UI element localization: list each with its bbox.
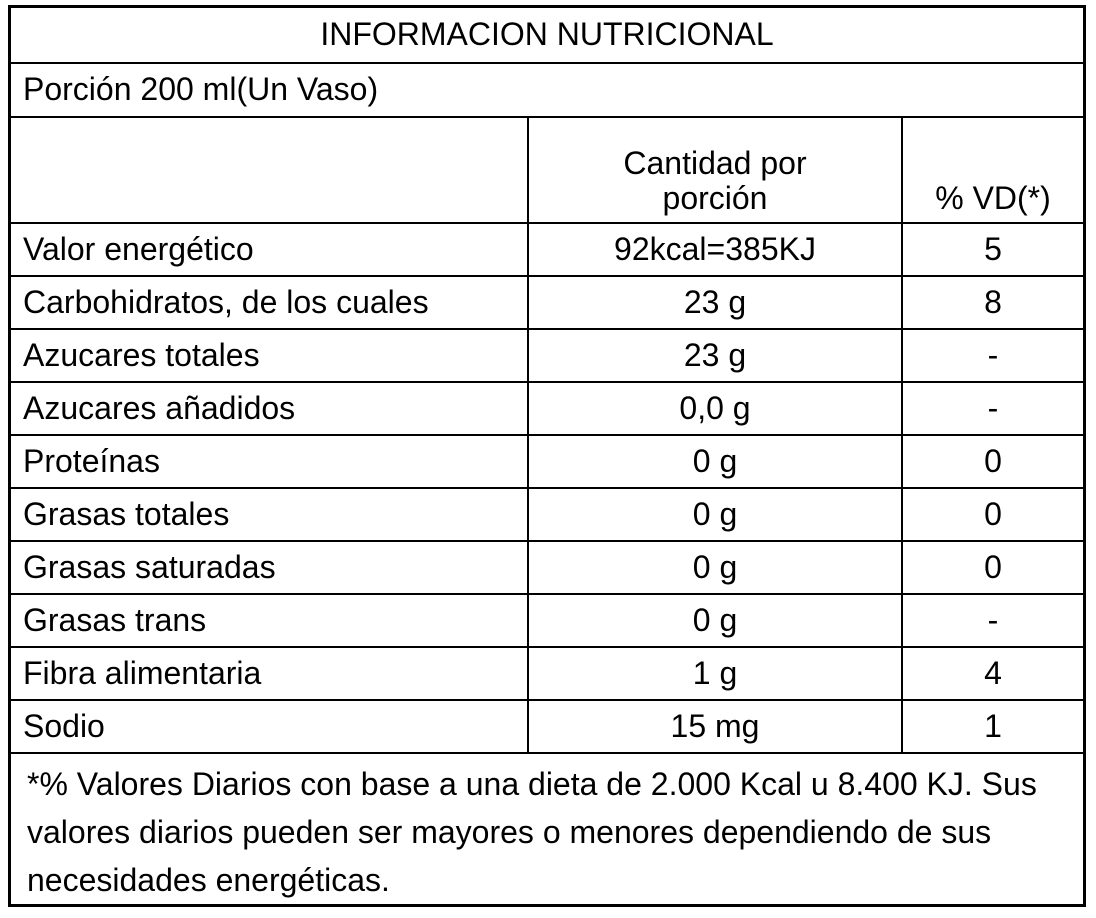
nutrient-daily-value: - (902, 382, 1083, 435)
nutrient-name: Valor energético (11, 223, 528, 276)
footnote: *% Valores Diarios con base a una dieta de 2.000 Kcal u 8.400 KJ. Sus valores diarios pueden ser mayores o menores dependiendo de sus necesidades energéticas. (11, 753, 1083, 905)
nutrient-name: Proteínas (11, 435, 528, 488)
nutrient-name: Azucares totales (11, 329, 528, 382)
column-header-row (11, 117, 1083, 223)
table-row (11, 647, 1083, 700)
nutrient-daily-value: - (902, 329, 1083, 382)
nutrient-daily-value: 8 (902, 276, 1083, 329)
portion-row (11, 63, 1083, 117)
nutrient-amount: 0 g (528, 488, 902, 541)
portion-size: Porción 200 ml(Un Vaso) (11, 63, 1083, 117)
nutrient-amount: 1 g (528, 647, 902, 700)
nutrient-name: Grasas saturadas (11, 541, 528, 594)
nutrient-daily-value: - (902, 594, 1083, 647)
header-daily-value: % VD(*) (902, 117, 1083, 223)
nutrient-amount: 0,0 g (528, 382, 902, 435)
nutrition-facts-label (8, 5, 1086, 907)
table-row (11, 276, 1083, 329)
table-row (11, 382, 1083, 435)
header-amount-line2: porción (662, 179, 768, 216)
nutrient-daily-value: 0 (902, 488, 1083, 541)
table-row (11, 329, 1083, 382)
nutrient-amount: 23 g (528, 329, 902, 382)
nutrient-daily-value: 0 (902, 435, 1083, 488)
header-amount-line1: Cantidad por (623, 144, 807, 181)
table-row (11, 541, 1083, 594)
table-row (11, 435, 1083, 488)
table-row (11, 594, 1083, 647)
nutrient-name: Sodio (11, 700, 528, 753)
nutrient-amount: 15 mg (528, 700, 902, 753)
nutrient-daily-value: 4 (902, 647, 1083, 700)
nutrient-daily-value: 5 (902, 223, 1083, 276)
title-row (11, 8, 1083, 63)
table-row (11, 223, 1083, 276)
nutrient-amount: 92kcal=385KJ (528, 223, 902, 276)
nutrient-amount: 0 g (528, 594, 902, 647)
label-title: INFORMACION NUTRICIONAL (11, 8, 1083, 63)
nutrient-amount: 0 g (528, 541, 902, 594)
table-row (11, 488, 1083, 541)
nutrient-name: Grasas trans (11, 594, 528, 647)
nutrient-rows (11, 223, 1083, 753)
nutrient-name: Azucares añadidos (11, 382, 528, 435)
nutrient-name: Fibra alimentaria (11, 647, 528, 700)
table-row (11, 700, 1083, 753)
nutrition-table (11, 8, 1083, 906)
header-amount-per-portion (528, 117, 902, 223)
header-nutrient (11, 117, 528, 223)
nutrient-daily-value: 1 (902, 700, 1083, 753)
nutrient-name: Grasas totales (11, 488, 528, 541)
footnote-row (11, 753, 1083, 905)
nutrient-daily-value: 0 (902, 541, 1083, 594)
nutrient-amount: 0 g (528, 435, 902, 488)
nutrient-amount: 23 g (528, 276, 902, 329)
nutrient-name: Carbohidratos, de los cuales (11, 276, 528, 329)
